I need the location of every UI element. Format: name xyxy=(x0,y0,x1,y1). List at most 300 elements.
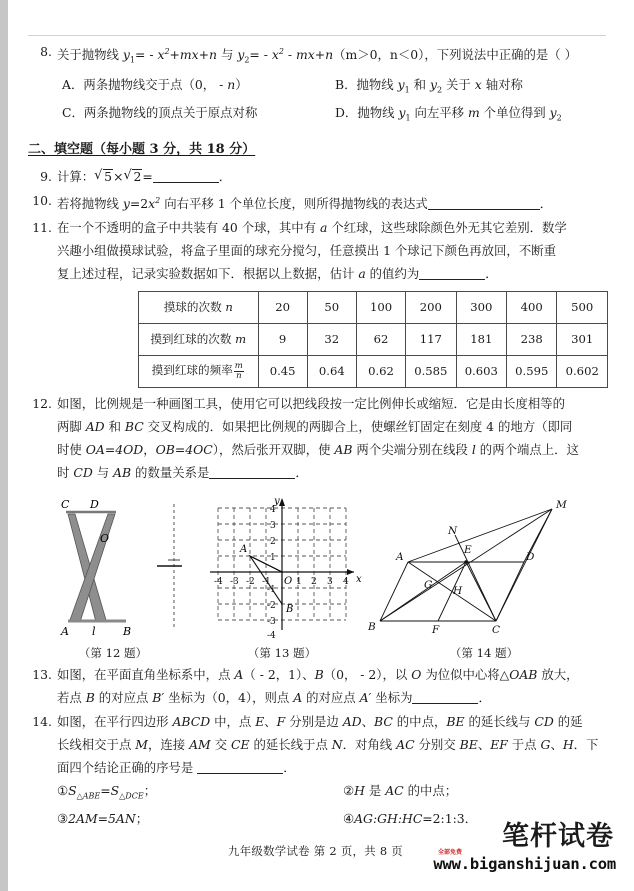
cell: 0.603 xyxy=(456,355,506,387)
cell: 0.602 xyxy=(557,355,608,387)
svg-text:-4: -4 xyxy=(267,630,276,640)
svg-text:-1: -1 xyxy=(262,576,271,587)
figure-13-caption: （第 13 题） xyxy=(247,645,317,660)
question-12 xyxy=(28,392,608,484)
cell: 0.585 xyxy=(406,355,456,387)
q12-l4-ab: AB xyxy=(113,464,132,480)
q13-l2-Aprime: A′ xyxy=(359,689,372,705)
svg-text:1: 1 xyxy=(270,552,276,563)
q12-l3-eq1: OA=4OD xyxy=(85,441,144,457)
choice-D-y1: y xyxy=(398,105,406,121)
q14-BE: BE xyxy=(446,713,465,729)
q12-l3-l: l xyxy=(471,441,476,457)
choice-D-y1-sub: 1 xyxy=(405,113,411,123)
conclusion-3-end: ； xyxy=(135,811,149,827)
q10-eq: =2 xyxy=(129,195,149,211)
q12-l4-mid: 与 xyxy=(92,464,114,480)
choice-B-y2-sub: 2 xyxy=(436,85,443,95)
label-D: D xyxy=(526,550,535,563)
q13-l2-mid2: 的对应点 xyxy=(302,689,360,705)
q13-point-O: O xyxy=(411,666,422,682)
q13-l2-post: 坐标为 xyxy=(371,689,413,705)
choice-A-pre: A．两条抛物线交于点（0， - xyxy=(62,76,228,92)
fraction-numerator: m xyxy=(234,360,243,371)
question-8 xyxy=(28,40,608,72)
cell: 32 xyxy=(307,323,356,355)
q12-l2-bc: BC xyxy=(124,418,144,434)
choice-B-x: x xyxy=(474,76,482,92)
q13-l1-mid: 为位似中心将△ xyxy=(421,666,510,682)
cell: 0.45 xyxy=(258,355,307,387)
q14-l1-post: 的延 xyxy=(553,713,583,729)
q12-l4-post: 的数量关系是 xyxy=(131,464,210,480)
label-D: D xyxy=(90,497,99,511)
q8-eq1x: x xyxy=(157,47,165,63)
y-axis-label: y xyxy=(274,495,280,507)
q14-CE: CE xyxy=(231,736,250,752)
q13-l2-mid: 的对应点 xyxy=(94,689,153,705)
q13-l2-Bprime: B′ xyxy=(152,689,165,705)
q13-l2-pre: 若点 xyxy=(57,689,86,705)
conclusion-1-equals: = xyxy=(100,782,111,798)
q14-l1-mid: 中，点 xyxy=(210,713,256,729)
q11-line1-pre: 在一个不透明的盒子中共装有 40 个球，其中有 xyxy=(57,219,321,235)
question-11-number: 11. xyxy=(32,219,52,235)
q12-line-3 xyxy=(57,438,608,461)
origin-label: O xyxy=(284,575,293,587)
svg-text:2: 2 xyxy=(270,536,276,547)
q14-l1-mid2: 分别是边 xyxy=(285,713,343,729)
label-M: M xyxy=(556,498,567,511)
q14-l2-sep1: 、 xyxy=(477,736,491,752)
label-F: F xyxy=(432,623,440,636)
question-12-body xyxy=(57,392,608,484)
conclusion-3-number: ③ xyxy=(57,811,69,827)
q14-l2-pre: 长线相交于点 xyxy=(57,736,136,752)
cell: 9 xyxy=(258,323,307,355)
figure-14-labels xyxy=(367,499,567,636)
svg-text:4: 4 xyxy=(270,504,276,515)
svg-text:1: 1 xyxy=(296,576,302,587)
q8-eq1b: +mx+n xyxy=(169,47,218,63)
q14-l2-mid3: 的延长线于点 xyxy=(249,736,332,752)
q14-l1-mid3: 的中点， xyxy=(392,713,447,729)
cell: 0.64 xyxy=(307,355,356,387)
q11-answer-blank[interactable] xyxy=(419,266,485,280)
probability-experiment-table xyxy=(138,291,608,388)
q14-l3-pre: 面四个结论正确的序号是 xyxy=(57,759,198,775)
q13-line-2 xyxy=(57,686,608,709)
q12-l3-ab: AB xyxy=(334,441,353,457)
cell: 301 xyxy=(557,323,608,355)
q12-l4-cd: CD xyxy=(73,464,93,480)
q13-l1-post: 放大， xyxy=(537,666,579,682)
svg-text:-2: -2 xyxy=(267,600,276,611)
q14-answer-blank[interactable] xyxy=(197,760,283,774)
q10-pre: 若将抛物线 xyxy=(57,195,123,211)
label-H: H xyxy=(453,584,463,597)
q8-y1-sub: 1 xyxy=(129,55,135,65)
question-9-number: 9. xyxy=(40,168,52,184)
fraction-m-over-n xyxy=(234,362,244,381)
svg-text:2: 2 xyxy=(311,576,317,587)
question-13-number: 13. xyxy=(32,666,52,682)
table-row xyxy=(139,355,608,387)
cell: 400 xyxy=(507,291,557,323)
choice-A-post: ） xyxy=(235,76,248,92)
watermark xyxy=(433,821,616,879)
section-2-heading: 二、填空题（每小题 3 分，共 18 分） xyxy=(28,141,256,157)
figure-14-caption: （第 14 题） xyxy=(449,645,519,660)
q13-answer-blank[interactable] xyxy=(412,690,478,704)
label-G: G xyxy=(424,578,433,591)
choice-D[interactable] xyxy=(335,101,608,129)
figure-13 xyxy=(198,490,366,661)
q14-AD: AD xyxy=(342,713,362,729)
q12-l4-pre: 时 xyxy=(57,464,74,480)
q10-period: ． xyxy=(539,195,553,211)
label-E: E xyxy=(464,543,472,556)
q14-AM: AM xyxy=(189,736,211,752)
conclusion-1-end: ； xyxy=(143,782,157,798)
scan-edge-band-left xyxy=(0,0,8,891)
q12-l3-post: ），然后张开双脚，使 xyxy=(212,441,335,457)
q14-CD: CD xyxy=(534,713,554,729)
cell: 181 xyxy=(456,323,506,355)
q11-line-1 xyxy=(57,216,608,239)
q11-line-3 xyxy=(57,262,608,285)
q8-eq2a: = - xyxy=(249,47,272,63)
conclusion-2-mid: 是 xyxy=(364,782,386,798)
conclusion-1-sub2: △DCE xyxy=(119,791,144,801)
q8-eq1a: = - xyxy=(135,47,158,63)
choice-C[interactable]: C．两条抛物线的顶点关于原点对称 xyxy=(62,105,258,121)
q14-G: G xyxy=(540,736,551,752)
q11-period: ． xyxy=(485,265,498,281)
row2-header-text: 摸到红球的频率 xyxy=(151,362,233,377)
y-axis-arrow xyxy=(279,498,285,506)
q12-l2-post: 交叉构成的．如果把比例规的两脚合上，使螺丝钉固定在刻度 4 的地方（即同 xyxy=(143,418,573,434)
q11-line1-var: a xyxy=(320,219,328,235)
label-N: N xyxy=(448,524,458,537)
conclusion-1-S1: S xyxy=(68,782,77,798)
row-header-draws xyxy=(139,291,259,323)
question-9 xyxy=(28,165,608,188)
q9-pre: 计算： xyxy=(57,168,95,184)
svg-text:-1: -1 xyxy=(267,584,276,595)
q9-radicand-2: 2 xyxy=(133,168,142,184)
question-14 xyxy=(28,710,608,830)
q12-l3-eq2: OB=4OC xyxy=(155,441,213,457)
question-12-number: 12. xyxy=(32,395,52,411)
q9-times: × xyxy=(113,168,124,184)
q13-A-coord: （ - 2，1）、 xyxy=(243,666,315,682)
q12-line-2 xyxy=(57,415,608,438)
row-header-red-count xyxy=(139,323,259,355)
q14-F: F xyxy=(276,713,286,729)
top-divider-rule xyxy=(28,35,606,36)
q12-l3-sep: ， xyxy=(143,441,156,457)
choice-B-y2: y xyxy=(429,76,437,92)
q8-condition: （m＞0，n＜0），下列说法中正确的是（ ） xyxy=(333,47,578,63)
svg-text:-3: -3 xyxy=(267,616,276,627)
q8-eq2x: x xyxy=(271,47,279,63)
q12-l2-mid: 和 xyxy=(104,418,125,434)
q14-ABCD: ABCD xyxy=(172,713,211,729)
q14-sep2: 、 xyxy=(361,713,375,729)
q14-l2-post: ．下 xyxy=(573,736,599,752)
q13-point-B: B xyxy=(314,666,324,682)
q9-answer-blank[interactable] xyxy=(153,169,219,183)
table-body xyxy=(139,291,608,387)
conclusion-2-H: H xyxy=(354,782,365,798)
q12-line-1: 如图，比例规是一种画图工具，使用它可以把线段按一定比例伸长或缩短．它是由长度相等的 xyxy=(57,395,566,411)
question-10-number: 10. xyxy=(32,192,52,208)
x-axis-label: x xyxy=(356,573,362,585)
q12-answer-blank[interactable] xyxy=(209,465,295,479)
choice-B-y1: y xyxy=(397,76,405,92)
section-2-heading-wrap xyxy=(28,130,608,165)
conclusion-4-value: =2:1:3 xyxy=(422,811,465,827)
choice-D-pre: D．抛物线 xyxy=(335,105,399,121)
q9-radicand-1: 5 xyxy=(104,168,113,184)
q14-line-3 xyxy=(57,756,629,779)
cell: 0.595 xyxy=(507,355,557,387)
conclusion-1 xyxy=(57,779,343,807)
question-8-choices-row-1 xyxy=(28,73,608,101)
q11-line3-post: 的值约为 xyxy=(365,265,420,281)
figure-14-drawing xyxy=(366,490,602,640)
q14-l2-sep2: 、 xyxy=(550,736,563,752)
question-11-table-wrap xyxy=(138,291,608,388)
svg-text:-3: -3 xyxy=(230,576,239,587)
q14-l2-mid5: 分别交 xyxy=(414,736,460,752)
svg-text:-4: -4 xyxy=(214,576,223,587)
choice-B[interactable] xyxy=(335,73,608,101)
q10-post: 向右平移 1 个单位长度，则所得抛物线的表达式 xyxy=(160,195,428,211)
q14-line-2 xyxy=(57,733,629,756)
choice-B-tail: 轴对称 xyxy=(481,76,523,92)
row0-header-var: n xyxy=(225,300,233,315)
question-13 xyxy=(28,663,608,709)
conclusion-2-AC: AC xyxy=(385,782,404,798)
choice-D-mid: 向左平移 xyxy=(410,105,468,121)
point-label-B: B xyxy=(286,603,294,615)
row-header-frequency xyxy=(139,355,259,387)
q12-l3-pre: 时使 xyxy=(57,441,86,457)
conclusion-1-number: ① xyxy=(57,782,69,798)
q9-equals: = xyxy=(142,168,153,184)
cell: 50 xyxy=(307,291,356,323)
figure-14 xyxy=(366,490,602,661)
q14-BE2: BE xyxy=(459,736,478,752)
figure-12-caption: （第 12 题） xyxy=(78,645,148,660)
q11-line-2: 兴趣小组做摸球试验，将盒子里面的球充分搅匀，任意摸出 1 个球记下颜色再放回，不断重 xyxy=(57,242,556,258)
q13-l2-coord: 坐标为（0，4），则点 xyxy=(164,689,294,705)
q12-period: ． xyxy=(295,464,308,480)
choice-D-m: m xyxy=(467,105,480,121)
q10-exp: 2 xyxy=(155,195,161,205)
q13-period: ． xyxy=(478,689,491,705)
cell: 500 xyxy=(557,291,608,323)
page-footer xyxy=(0,823,634,879)
question-9-body xyxy=(57,165,608,188)
q13-l2-A: A xyxy=(293,689,303,705)
watermark-red-tag: 全部免费 xyxy=(438,849,463,856)
conclusion-4-end: ． xyxy=(464,811,478,827)
conclusion-2 xyxy=(343,779,629,807)
figure-12-drawing xyxy=(28,490,198,640)
q14-H: H xyxy=(562,736,574,752)
q14-l1-pre: 如图，在平行四边形 xyxy=(57,713,173,729)
q8-y2-sub: 2 xyxy=(244,55,250,65)
q9-period: ． xyxy=(218,168,232,184)
q14-BC: BC xyxy=(374,713,393,729)
label-C: C xyxy=(492,623,501,636)
q8-mid: 与 xyxy=(217,47,238,63)
q8-eq2b: - mx+n xyxy=(283,47,334,63)
question-14-body xyxy=(57,710,629,830)
q13-triangle-OAB: OAB xyxy=(509,666,538,682)
footer-page-info: 九年级数学试卷 第 2 页，共 8 页 xyxy=(228,844,403,858)
figure-13-drawing xyxy=(198,490,366,640)
question-11-body xyxy=(57,216,608,285)
question-10 xyxy=(28,189,608,215)
choice-B-y1-sub: 1 xyxy=(404,85,410,95)
choice-A[interactable] xyxy=(62,73,335,101)
q14-l2-mid2: 交 xyxy=(210,736,232,752)
label-B: B xyxy=(123,624,132,638)
cell: 100 xyxy=(356,291,405,323)
q12-l3-tail2: 的两个端点上．这 xyxy=(475,441,579,457)
cell: 238 xyxy=(507,323,557,355)
row1-header-text: 摸到红球的次数 xyxy=(150,332,236,347)
watermark-brand: 笔杆试卷 xyxy=(502,821,614,852)
label-B: B xyxy=(368,620,376,633)
q14-EF: EF xyxy=(490,736,508,752)
q14-l2-mid: ，连接 xyxy=(147,736,190,752)
q12-l2-pre: 两脚 xyxy=(57,418,86,434)
q13-B-coord: （0， - 2），以 xyxy=(323,666,412,682)
label-A: A xyxy=(61,624,69,638)
q9-sqrt-2 xyxy=(123,165,142,188)
cell: 62 xyxy=(356,323,405,355)
question-8-choices-row-2 xyxy=(28,101,608,129)
q14-E: E xyxy=(255,713,265,729)
q12-l2-ad: AD xyxy=(85,418,105,434)
q10-x: x xyxy=(148,195,156,211)
label-l: l xyxy=(92,624,96,638)
q14-AC: AC xyxy=(396,736,415,752)
choice-D-post: 个单位得到 xyxy=(479,105,550,121)
q11-line3-var: a xyxy=(358,265,366,281)
choice-B-pre: B．抛物线 xyxy=(335,76,398,92)
label-C: C xyxy=(61,497,70,511)
q13-point-A: A xyxy=(234,666,244,682)
point-label-A: A xyxy=(240,543,248,555)
q14-l2-mid4: ．对角线 xyxy=(342,736,397,752)
choice-D-y2: y xyxy=(549,105,557,121)
choice-B-mid: 和 xyxy=(409,76,430,92)
question-8-body xyxy=(57,40,608,72)
row0-header-text: 摸球的次数 xyxy=(163,300,226,315)
compass-leg-left xyxy=(68,514,106,622)
q13-l2-B: B xyxy=(85,689,95,705)
q14-l2-mid6: 于点 xyxy=(507,736,541,752)
label-A: A xyxy=(396,550,404,563)
figures-row xyxy=(28,490,608,661)
question-10-body xyxy=(57,189,608,215)
q11-line3-pre: 复上述过程，记录实验数据如下．根据以上数据，估计 xyxy=(57,265,359,281)
q14-N: N xyxy=(331,736,343,752)
cell: 20 xyxy=(258,291,307,323)
q14-l1-mid4: 的延长线与 xyxy=(464,713,535,729)
svg-text:3: 3 xyxy=(327,576,333,587)
page-content xyxy=(28,40,608,831)
question-8-number: 8. xyxy=(40,44,52,59)
svg-text:4: 4 xyxy=(343,576,349,587)
q14-sep1: 、 xyxy=(264,713,277,729)
q8-y1: y xyxy=(122,47,130,63)
question-14-number: 14. xyxy=(32,713,52,729)
q8-stem-text: 关于抛物线 xyxy=(57,47,123,63)
point-E-dot xyxy=(464,560,468,564)
fraction-denominator: n xyxy=(236,370,242,381)
svg-text:3: 3 xyxy=(270,520,276,531)
q14-period: ． xyxy=(283,759,296,775)
label-O: O xyxy=(100,531,110,545)
conclusion-4-number: ④ xyxy=(343,811,355,827)
q10-answer-blank[interactable] xyxy=(428,196,540,210)
x-axis-arrow xyxy=(347,569,354,575)
q14-line-1 xyxy=(57,710,629,733)
cell: 300 xyxy=(456,291,506,323)
q8-y2: y xyxy=(237,47,245,63)
q8-eq1-exp: 2 xyxy=(164,47,170,56)
table-row xyxy=(139,291,608,323)
choice-D-y2-sub: 2 xyxy=(556,113,562,123)
cell: 0.62 xyxy=(356,355,405,387)
conclusion-1-S2: S xyxy=(110,782,120,798)
table-row xyxy=(139,323,608,355)
figure-14-lines xyxy=(380,509,552,621)
q13-l1-pre: 如图，在平面直角坐标系中，点 xyxy=(57,666,235,682)
q11-line1-post: 个红球，这些球除颜色外无其它差别．数学 xyxy=(327,219,567,235)
question-13-body xyxy=(57,663,608,709)
conclusion-2-number: ② xyxy=(343,782,355,798)
q8-eq2-exp: 2 xyxy=(278,47,284,56)
conclusion-4-text: AG:GH:HC xyxy=(354,811,423,827)
conclusion-1-sub1: △ABE xyxy=(76,791,101,801)
question-11 xyxy=(28,216,608,285)
cell: 117 xyxy=(406,323,456,355)
q12-line-4 xyxy=(57,461,608,484)
conclusion-3-text: 2AM=5AN xyxy=(68,811,136,827)
q13-line-1 xyxy=(57,663,608,686)
figure-12 xyxy=(28,490,198,661)
q12-l3-tail: 两个尖端分别在线段 xyxy=(352,441,472,457)
watermark-url: www.biganshijuan.com xyxy=(433,855,616,873)
q14-M: M xyxy=(135,736,148,752)
question-8-stem xyxy=(57,47,578,65)
cell: 200 xyxy=(406,291,456,323)
conclusion-2-post: 的中点； xyxy=(403,782,458,798)
choice-B-post: 关于 xyxy=(442,76,475,92)
choice-A-var: n xyxy=(227,76,236,92)
row1-header-var: m xyxy=(235,332,247,347)
svg-text:-2: -2 xyxy=(246,576,255,587)
q9-sqrt-5 xyxy=(94,165,113,188)
